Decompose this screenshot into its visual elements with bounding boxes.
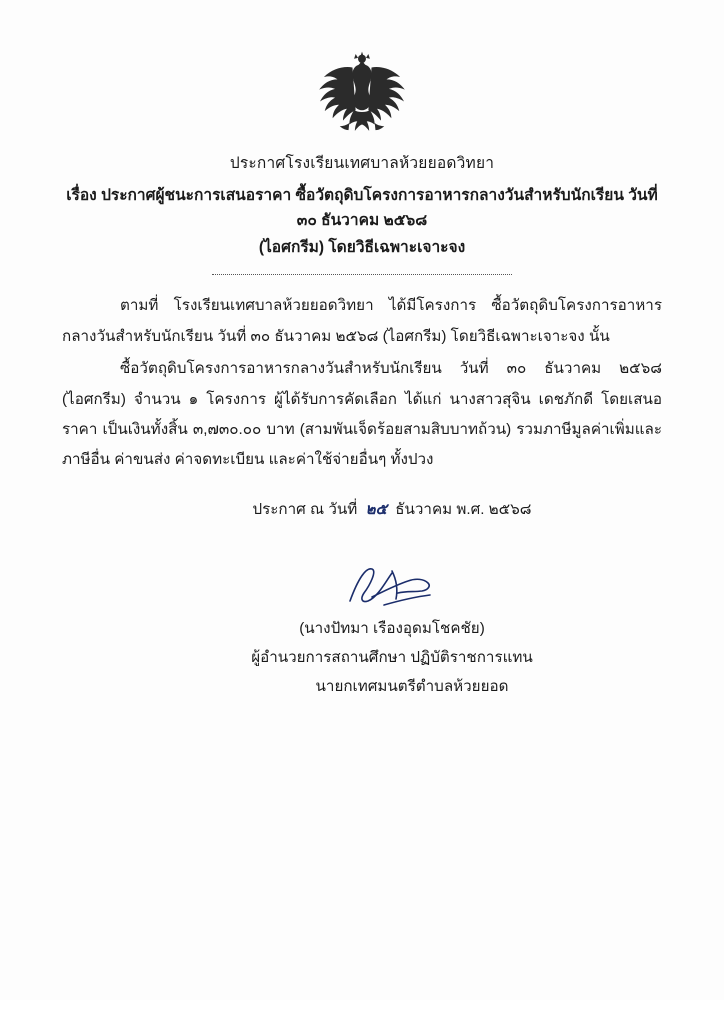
page-title: ประกาศโรงเรียนเทศบาลห้วยยอดวิทยา [229,155,495,172]
announce-month-year: ธันวาคม พ.ศ. ๒๕๖๘ [395,500,532,518]
emblem-container [62,50,662,142]
document-subject-line1 [62,184,662,234]
paragraph-award [62,354,662,476]
signer-role-line2: นายกเทศมนตรีตำบลห้วยยอด [315,678,509,695]
subject-label: เรื่อง [66,187,97,205]
announcement-date-line [62,494,662,525]
paragraph-background [62,291,662,352]
handwritten-signature-icon [332,561,452,613]
announce-day-handwritten: ๒๕ [365,499,387,518]
scan-bottom-edge [0,1000,724,1024]
divider [212,274,512,275]
signature-block [62,559,662,702]
garuda-emblem [314,50,410,142]
document-subject-line2: (ไอศกรีม) โดยวิธีเฉพาะเจาะจง [258,238,466,256]
announce-prefix: ประกาศ ณ วันที่ [252,500,358,518]
signer-role-line1: ผู้อำนวยการสถานศึกษา ปฏิบัติราชการแทน [251,649,533,667]
paragraph-award-text: ซื้อวัตถุดิบโครงการอาหารกลางวันสำหรับนักเรียน วันที่ ๓๐ ธันวาคม ๒๕๖๘ (ไอศกรีม) จำนวน ๑ โครงการ ผู้ได้รับการคัดเลือก ได้แก่ นางสาวสุจิน เดชภักดี โดยเสนอราคา เป็นเงินทั้งสิ้น ๓,๗๓๐.๐๐ บาท (สามพันเจ็ดร้อยสามสิบบาทถ้วน) รวมภาษีมูลค่าเพิ่มและภาษีอื่น ค่าขนส่ง ค่าจดทะเบียน และค่าใช้จ่ายอื่นๆ ทั้งปวง [62,360,662,469]
paragraph-background-text: ตามที่ โรงเรียนเทศบาลห้วยยอดวิทยา ได้มีโครงการ ซื้อวัตถุดิบโครงการอาหารกลางวันสำหรับนักเรียน วันที่ ๓๐ ธันวาคม ๒๕๖๘ (ไอศกรีม) โดยวิธีเฉพาะเจาะจง นั้น [62,297,662,345]
subject-text: ประกาศผู้ชนะการเสนอราคา ซื้อวัตถุดิบโครงการอาหารกลางวันสำหรับนักเรียน วันที่ ๓๐ ธันวาคม ๒๕๖๘ [101,187,658,229]
signature-mark [122,559,662,613]
signer-name: (นางปัทมา เรืองอุดมโชคชัย) [299,620,485,638]
